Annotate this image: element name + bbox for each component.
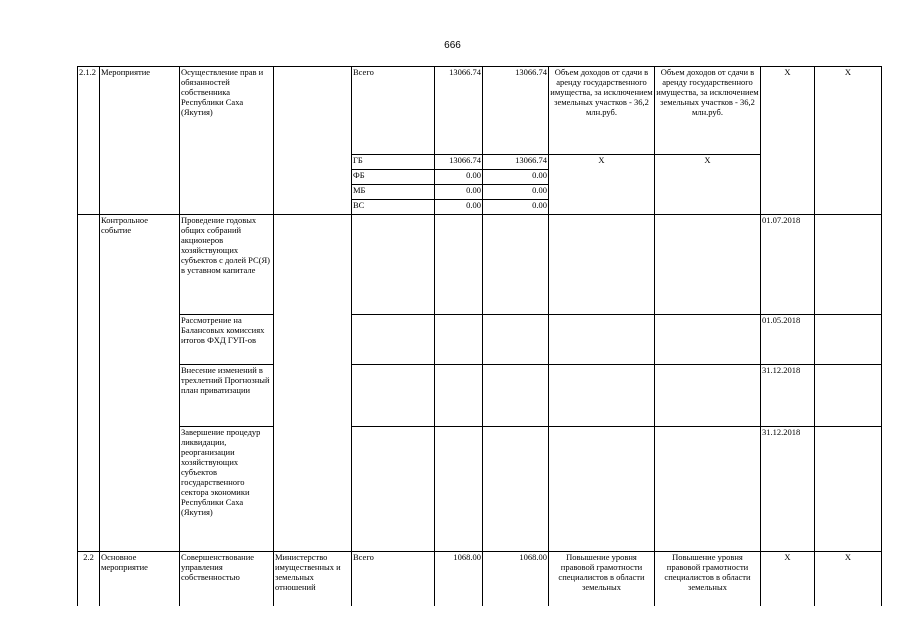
funding-source: ГБ	[352, 155, 435, 170]
indicator-1: Объем доходов от сдачи в аренду государственного имущества, за исключением земельных участков - 36,2 млн.руб.	[549, 67, 655, 155]
event-name: Проведение годовых общих собраний акционеров хозяйствующих субъектов с долей РС(Я) в уставном капитале	[180, 215, 274, 315]
funding-source: ФБ	[352, 170, 435, 185]
table-row	[78, 67, 882, 155]
amount-1: 13066.74	[435, 155, 483, 170]
funding-source: МБ	[352, 185, 435, 200]
program-table	[77, 66, 882, 606]
empty-cell	[483, 427, 549, 552]
amount-2: 1068.00	[483, 552, 549, 606]
amount-2: 13066.74	[483, 67, 549, 155]
empty-cell	[483, 365, 549, 427]
event-date: 01.07.2018	[761, 215, 815, 315]
empty-cell	[352, 365, 435, 427]
amount-1: 1068.00	[435, 552, 483, 606]
mark-x-9: Х	[761, 67, 815, 215]
executor	[274, 67, 352, 215]
table-row	[78, 315, 882, 365]
amount-2: 0.00	[483, 200, 549, 215]
empty-cell	[815, 215, 882, 315]
executor	[274, 215, 352, 552]
page-number: 666	[444, 40, 461, 51]
empty-cell	[435, 315, 483, 365]
amount-1: 0.00	[435, 200, 483, 215]
indicator-1: Повышение уровня правовой грамотности специалистов в области земельных	[549, 552, 655, 606]
mark-x-9: Х	[761, 552, 815, 606]
table-row	[78, 552, 882, 606]
event-name: Завершение процедур ликвидации, реорганизации хозяйствующих субъектов государственного сектора экономики Республики Саха (Якутия)	[180, 427, 274, 552]
activity-name: Осуществление прав и обязанностей собственника Республики Саха (Якутия)	[180, 67, 274, 215]
empty-cell	[815, 365, 882, 427]
row-number	[78, 215, 100, 552]
funding-source: ВС	[352, 200, 435, 215]
mark-x-indicator-1: Х	[549, 155, 655, 215]
mark-x-10: Х	[815, 67, 882, 215]
empty-cell	[549, 215, 655, 315]
row-number: 2.2	[78, 552, 100, 606]
indicator-2: Объем доходов от сдачи в аренду государственного имущества, за исключением земельных участков - 36,2 млн.руб.	[655, 67, 761, 155]
event-name: Рассмотрение на Балансовых комиссиях итогов ФХД ГУП-ов	[180, 315, 274, 365]
empty-cell	[352, 215, 435, 315]
activity-name: Совершенствование управления собственностью	[180, 552, 274, 606]
row-number: 2.1.2	[78, 67, 100, 215]
empty-cell	[655, 427, 761, 552]
funding-source: Всего	[352, 67, 435, 155]
empty-cell	[655, 215, 761, 315]
empty-cell	[352, 427, 435, 552]
table-row	[78, 215, 882, 315]
empty-cell	[483, 315, 549, 365]
empty-cell	[549, 365, 655, 427]
table-row	[78, 365, 882, 427]
executor: Министерство имущественных и земельных отношений	[274, 552, 352, 606]
amount-1: 0.00	[435, 185, 483, 200]
activity-type: Основное мероприятие	[100, 552, 180, 606]
empty-cell	[435, 215, 483, 315]
amount-2: 0.00	[483, 170, 549, 185]
empty-cell	[815, 315, 882, 365]
amount-2: 0.00	[483, 185, 549, 200]
event-date: 31.12.2018	[761, 427, 815, 552]
empty-cell	[483, 215, 549, 315]
mark-x-10: Х	[815, 552, 882, 606]
mark-x-indicator-2: Х	[655, 155, 761, 215]
activity-type: Мероприятие	[100, 67, 180, 215]
event-date: 01.05.2018	[761, 315, 815, 365]
empty-cell	[815, 427, 882, 552]
activity-type: Контрольное событие	[100, 215, 180, 552]
empty-cell	[549, 315, 655, 365]
indicator-2: Повышение уровня правовой грамотности специалистов в области земельных	[655, 552, 761, 606]
table-row	[78, 427, 882, 552]
funding-source: Всего	[352, 552, 435, 606]
amount-1: 13066.74	[435, 67, 483, 155]
event-name: Внесение изменений в трехлетний Прогнозный план приватизации	[180, 365, 274, 427]
event-date: 31.12.2018	[761, 365, 815, 427]
amount-1: 0.00	[435, 170, 483, 185]
amount-2: 13066.74	[483, 155, 549, 170]
empty-cell	[655, 315, 761, 365]
empty-cell	[435, 427, 483, 552]
empty-cell	[435, 365, 483, 427]
empty-cell	[352, 315, 435, 365]
empty-cell	[549, 427, 655, 552]
empty-cell	[655, 365, 761, 427]
